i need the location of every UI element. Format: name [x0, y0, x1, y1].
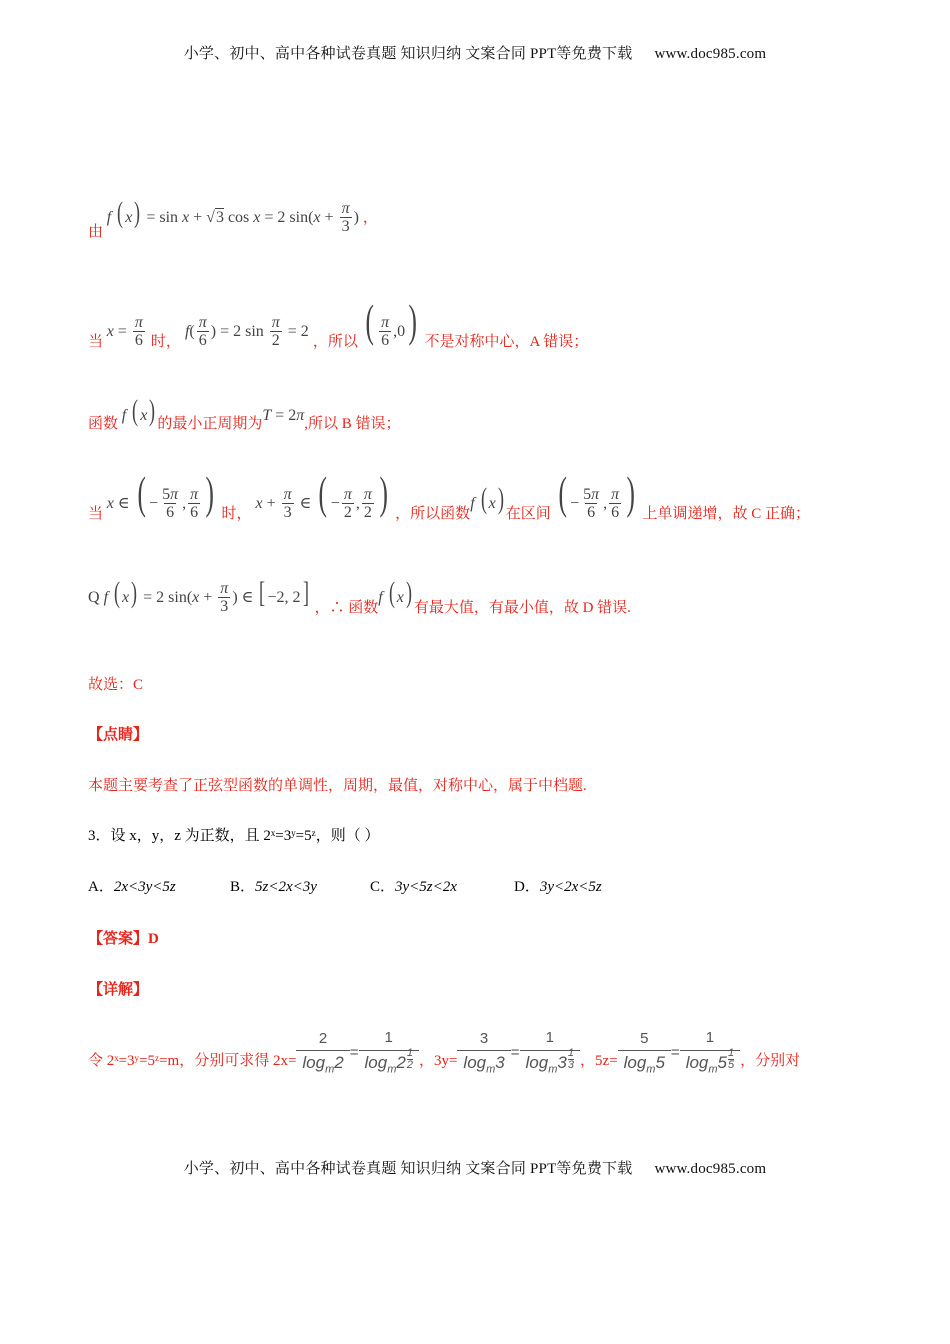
dianjing-label: 【点睛】 — [88, 727, 149, 743]
footer-url: www.doc985.com — [654, 1161, 767, 1177]
answer-label: 【答案】 — [88, 931, 149, 947]
detail-f1: $\frac{2}{\log_m2}$ = 1 $\log_m2$ $\frac{1}{2}$ — [296, 1044, 419, 1061]
line2-t2: ，所以 — [312, 334, 358, 350]
line3-t2: ,所以 B 错误； — [304, 416, 401, 432]
question-3 — [88, 824, 890, 845]
solution-line-3 — [88, 394, 890, 432]
line5-formula: Q f ( x) = 2 sin(x + $\frac{\pi}{3}$ ) ∈ [ −2, 2] — [88, 576, 309, 616]
solution-line-4 — [88, 467, 890, 522]
detail-label: 【详解】 — [88, 982, 149, 998]
option-a — [88, 875, 230, 896]
option-b-label: B． — [230, 879, 256, 895]
option-d-label: D． — [514, 879, 540, 895]
line4-t2: ，所以函数 — [395, 506, 471, 522]
answer-value: D — [148, 931, 159, 947]
line3-fx: f ( x) — [121, 394, 156, 427]
option-b — [230, 875, 370, 896]
line4-prefix: 当 — [88, 506, 104, 522]
line4-cond: x ∈ ( − $\frac{5\pi}{6}$ , $\frac{\pi}{6}$ ) — [106, 467, 214, 522]
page-header — [0, 42, 950, 63]
line4-t4: 上单调递增，故 C 正确； — [642, 506, 810, 522]
option-a-label: A． — [88, 879, 114, 895]
option-c — [370, 875, 514, 896]
question-number: 3． — [88, 828, 111, 844]
line2-cond: x = $\frac{\pi}{6}$ — [106, 313, 143, 350]
detail-t3: ，5z= — [579, 1053, 618, 1070]
line2-t3: 不是对称中心，A 错误； — [424, 334, 589, 350]
detail-line — [88, 1030, 890, 1077]
line4-fx: f ( x) — [470, 482, 504, 515]
detail-t2: ，3y= — [418, 1053, 458, 1070]
line2-t1: 时， — [150, 334, 181, 350]
solution-line-1 — [88, 196, 890, 240]
line4-t1: 时， — [221, 506, 252, 522]
line5-t2: 有最大值，有最小值，故 D 错误. — [413, 600, 631, 616]
detail-f3: $\frac{5}{\log_m5}$ = 1 $\log_m5$ $\frac{1}{5}$ — [618, 1044, 741, 1061]
choice-line: 故选：C — [88, 677, 144, 693]
answer-line — [88, 927, 890, 948]
option-c-value: 3y<5z<2x — [395, 879, 457, 895]
line2-point: ( $\frac{\pi}{6}$ ,0) — [365, 295, 418, 350]
dianjing-text: 本题主要考查了正弦型函数的单调性，周期，最值，对称中心，属于中档题. — [88, 778, 587, 794]
line3-t1: 的最小正周期为 — [157, 416, 263, 432]
line4-t3: 在区间 — [505, 506, 551, 522]
detail-t4: ，分别对 — [740, 1053, 801, 1070]
header-text: 小学、初中、高中各种试卷真题 知识归纳 文案合同 PPT等免费下载 — [183, 46, 633, 62]
line3-period: T = 2π — [262, 407, 305, 424]
line2-prefix: 当 — [88, 334, 104, 350]
line5-t1: ，∴ 函数 — [314, 600, 379, 616]
solution-line-5 — [88, 578, 890, 616]
option-d — [514, 875, 602, 896]
option-d-value: 3y<2x<5z — [539, 879, 602, 895]
option-a-value: 2x<3y<5z — [113, 879, 176, 895]
question-options — [88, 875, 890, 896]
header-url: www.doc985.com — [654, 46, 767, 62]
detail-f2: $\frac{3}{\log_m3}$ = 1 $\log_m3$ $\frac{1}{3}$ — [457, 1044, 580, 1061]
option-b-value: 5z<2x<3y — [255, 879, 317, 895]
line1-suffix: ， — [362, 210, 378, 226]
line2-calc: f( $\frac{\pi}{6}$ ) = 2 sin $\frac{\pi}{2}$ = 2 — [184, 313, 313, 350]
solution-line-2 — [88, 295, 890, 350]
option-c-label: C． — [370, 879, 396, 895]
detail-t1: 令 2ˣ=3ʸ=5ᶻ=m，分别可求得 2x= — [88, 1053, 297, 1070]
line4-range: x + $\frac{\pi}{3}$ ∈ ( − $\frac{\pi}{2}$ , $\frac{\pi}{2}$ ) — [255, 467, 388, 522]
footer-text: 小学、初中、高中各种试卷真题 知识归纳 文案合同 PPT等免费下载 — [183, 1161, 633, 1177]
line5-fx: f ( x) — [378, 576, 412, 609]
line4-interval: ( − $\frac{5\pi}{6}$ , $\frac{\pi}{6}$ ) — [558, 467, 636, 522]
page-footer — [0, 1157, 950, 1178]
line1-formula: f ( x) = sin x + √3 cos x = 2 sin(x + $\frac{\pi}{3}$ ) — [106, 196, 363, 236]
line1-prefix: 由 — [88, 224, 104, 240]
line3-prefix: 函数 — [88, 416, 119, 432]
question-text: 设 x，y，z 为正数，且 2ˣ=3ʸ=5ᶻ，则（ ） — [110, 828, 380, 844]
